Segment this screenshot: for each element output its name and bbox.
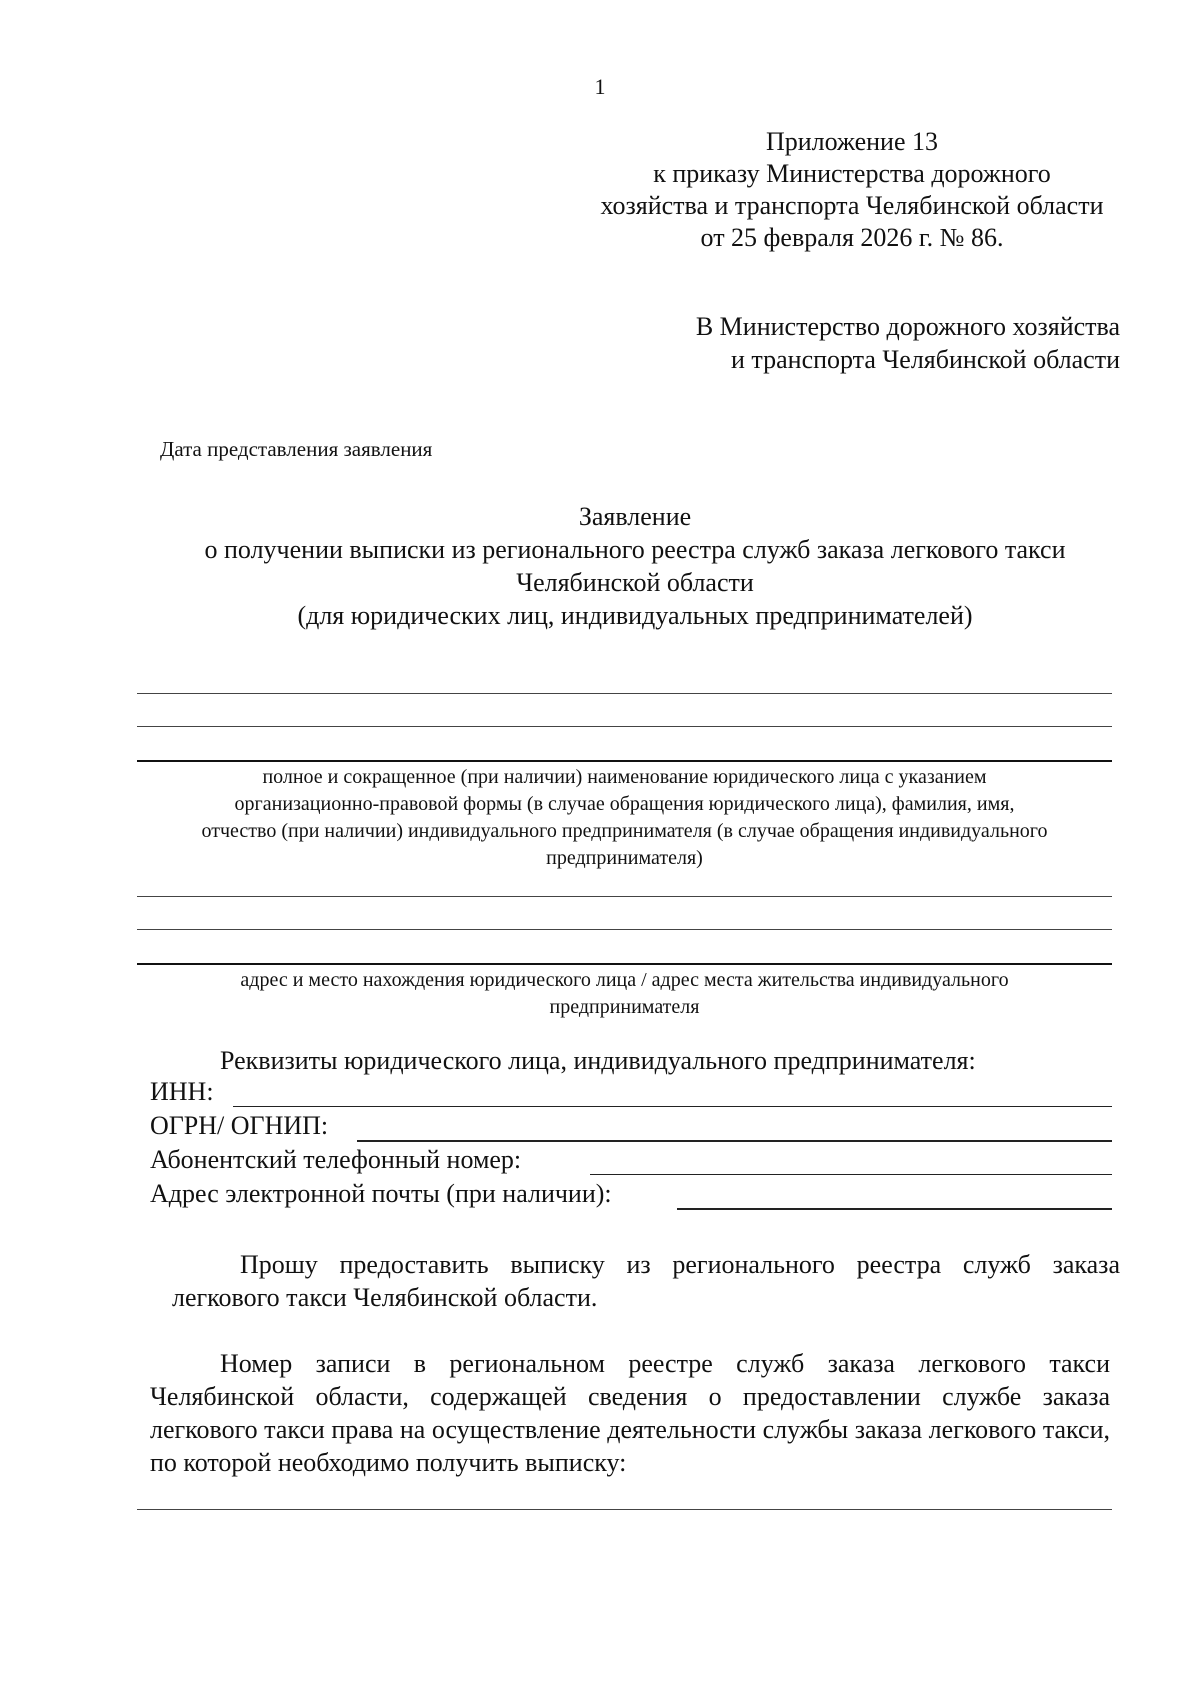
document-title (150, 500, 1120, 632)
paragraph-line: Прошу предоставить выписку из регионального реестра служб заказа (240, 1250, 1120, 1279)
name-blank-line[interactable] (137, 760, 1112, 762)
caption-line: адрес и место нахождения юридического лица / адрес места жительства индивидуального (240, 969, 1009, 991)
title-line: Заявление (578, 502, 692, 531)
ogrn-label: ОГРН/ ОГНИП: (150, 1111, 329, 1140)
record-number-blank-line[interactable] (137, 1509, 1112, 1510)
address-blank-line[interactable] (137, 963, 1112, 965)
phone-label: Абонентский телефонный номер: (150, 1145, 522, 1174)
appendix-line: к приказу Министерства дорожного (653, 159, 1051, 188)
caption-line: предпринимателя) (546, 847, 703, 869)
title-line: Челябинской области (516, 568, 754, 597)
addressee-line: и транспорта Челябинской области (731, 345, 1120, 374)
record-paragraph: Номер записи в региональном реестре служб заказа легкового такси Челябинской области, содержащей сведения о предоставлении службе заказа легкового такси права на осуществление деятельности службы заказа легкового такси, по которой необходимо получить выписку: (150, 1349, 1110, 1477)
caption-line: предпринимателя (549, 996, 700, 1018)
address-field-caption (137, 967, 1112, 1021)
paragraph-line: легкового такси Челябинской области. (172, 1283, 598, 1312)
appendix-line: от 25 февраля 2026 г. № 86. (700, 223, 1004, 252)
phone-field[interactable] (590, 1174, 1112, 1175)
name-blank-line[interactable] (137, 726, 1112, 727)
appendix-line: хозяйства и транспорта Челябинской области (600, 191, 1104, 220)
title-line: (для юридических лиц, индивидуальных предпринимателей) (297, 601, 973, 630)
inn-field[interactable] (233, 1106, 1112, 1107)
address-blank-line[interactable] (137, 896, 1112, 897)
appendix-header (572, 126, 1132, 254)
email-label: Адрес электронной почты (при наличии): (150, 1179, 612, 1208)
caption-line: организационно-правовой формы (в случае обращения юридического лица), фамилия, имя, (234, 793, 1015, 815)
name-field-caption (137, 764, 1112, 872)
inn-label: ИНН: (150, 1077, 214, 1106)
email-field[interactable] (677, 1208, 1112, 1210)
addressee-line: В Министерство дорожного хозяйства (695, 312, 1120, 341)
appendix-line: Приложение 13 (765, 127, 939, 156)
caption-line: отчество (при наличии) индивидуального предпринимателя (в случае обращения индивидуального (201, 820, 1048, 842)
page-number: 1 (594, 74, 606, 99)
address-blank-line[interactable] (137, 929, 1112, 930)
requisites-title: Реквизиты юридического лица, индивидуального предпринимателя: (220, 1046, 976, 1075)
caption-line: полное и сокращенное (при наличии) наименование юридического лица с указанием (262, 766, 987, 788)
submission-date-label: Дата представления заявления (160, 437, 433, 461)
ogrn-field[interactable] (357, 1140, 1112, 1142)
request-paragraph (150, 1248, 1120, 1314)
addressee-block (540, 310, 1120, 376)
title-line: о получении выписки из регионального реестра служб заказа легкового такси (204, 535, 1066, 564)
name-blank-line[interactable] (137, 693, 1112, 694)
